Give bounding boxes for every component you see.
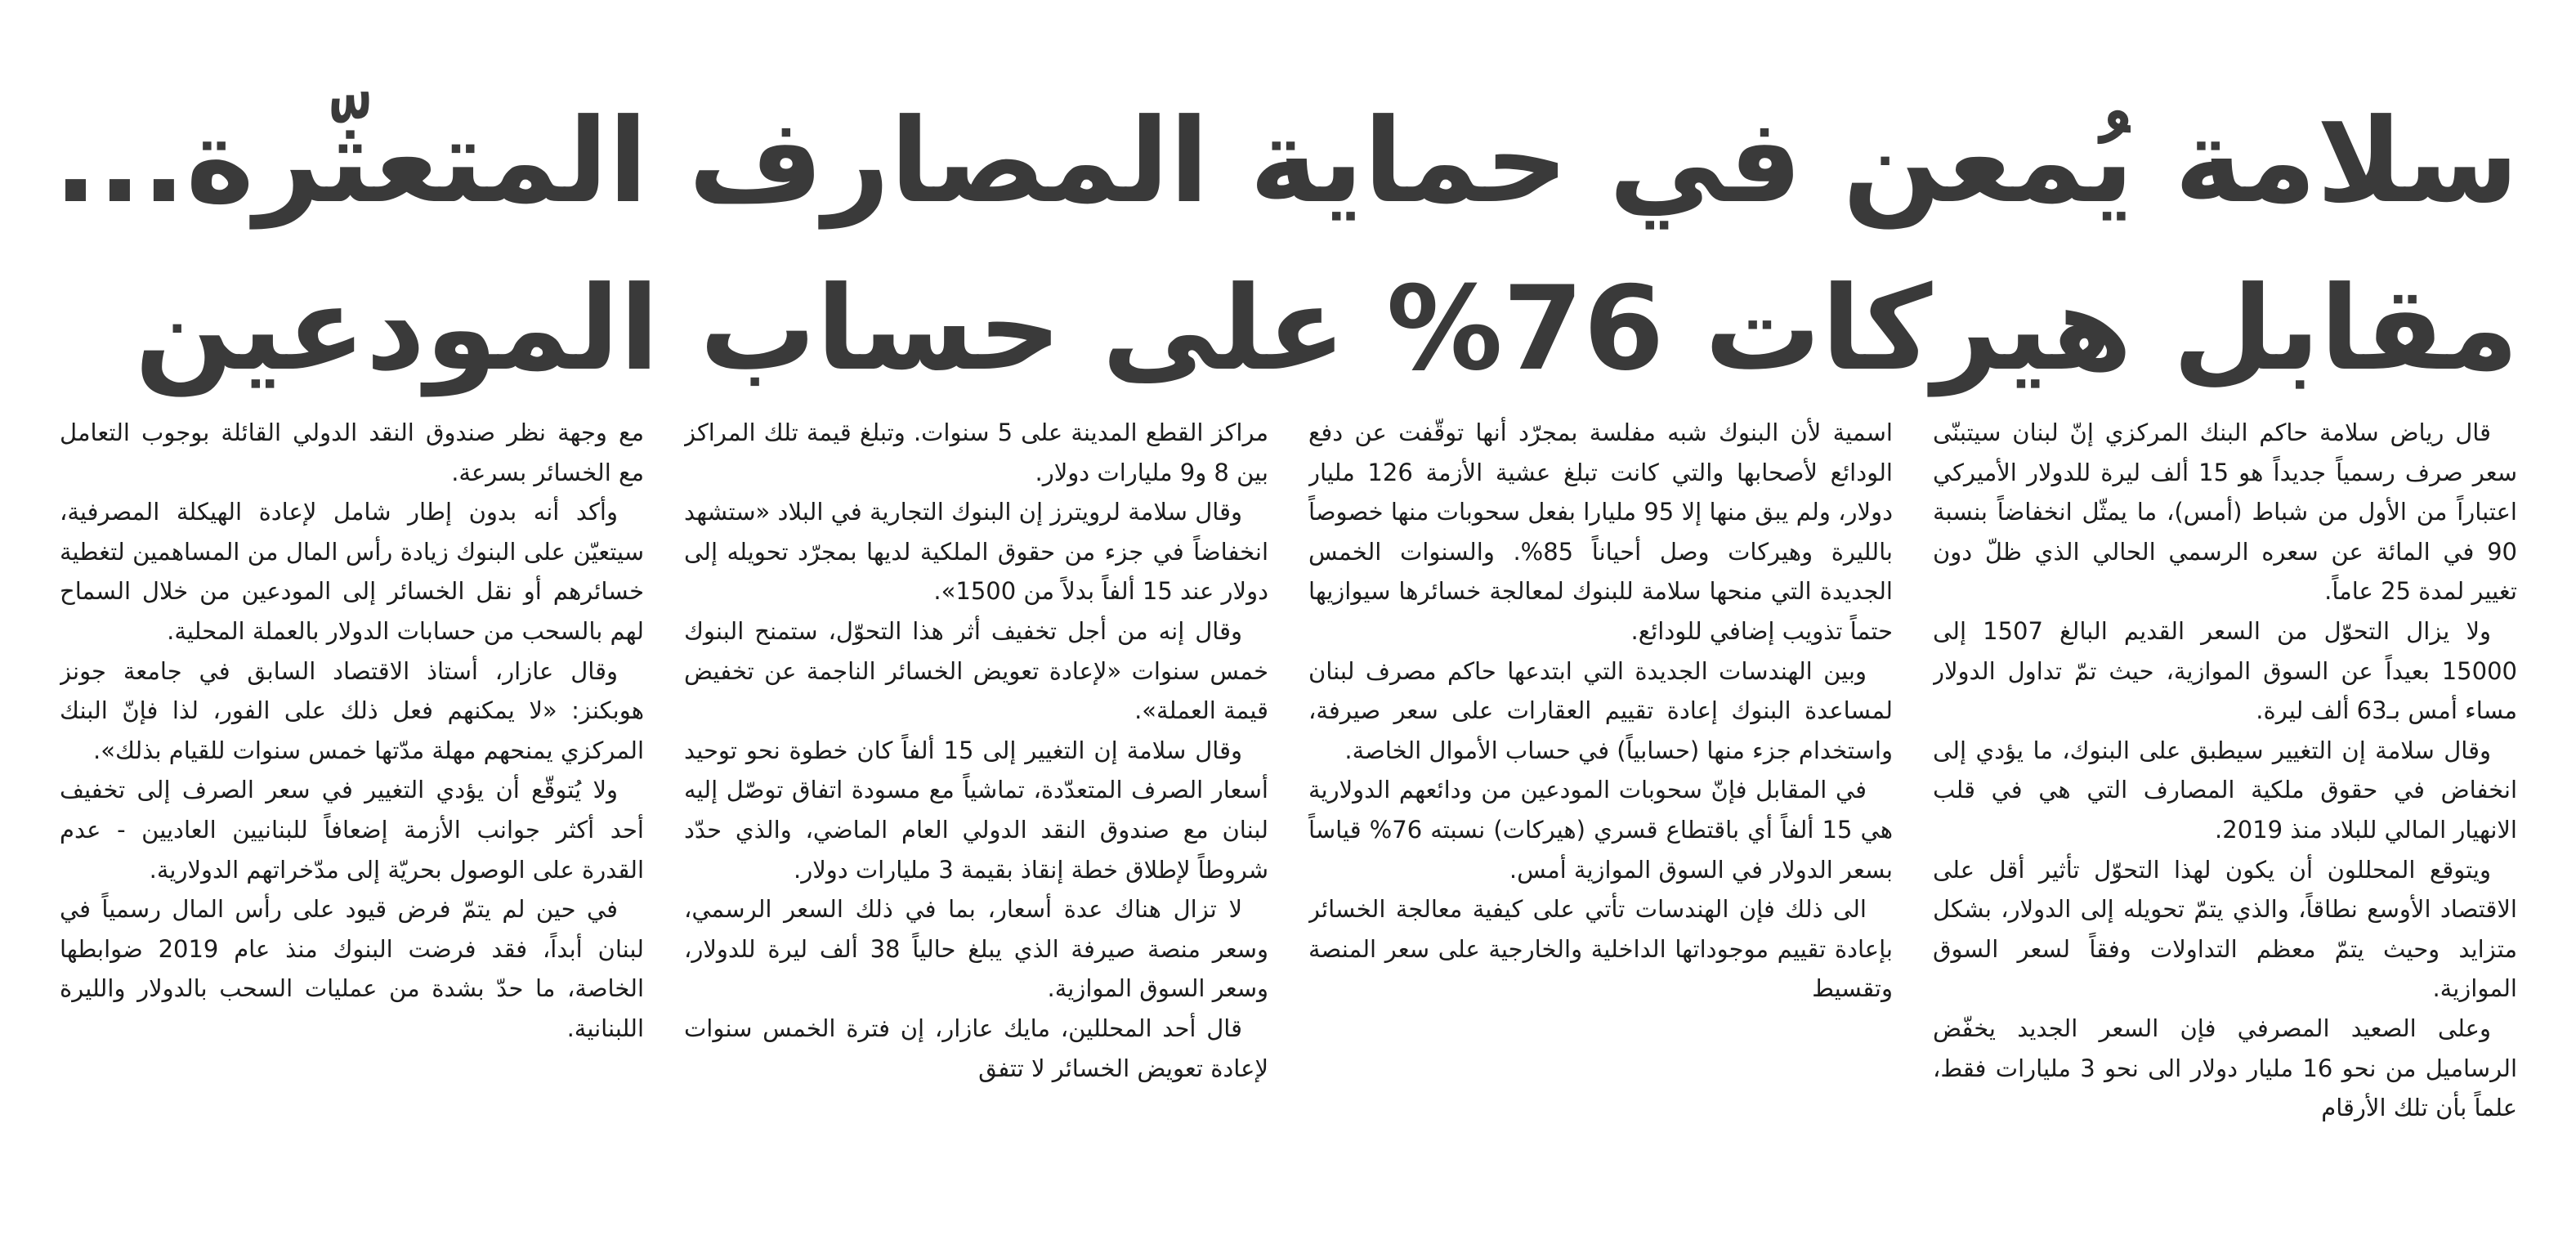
article-paragraph: ولا يُتوقّع أن يؤدي التغيير في سعر الصرف إلى تخفيف أحد أكثر جوانب الأزمة إضعافاً للبنانيين العاديين - عدم القدرة على الوصول بحريّة إلى مدّخراتهم الدولارية. (60, 776, 644, 884)
article-paragraph: وبين الهندسات الجديدة التي ابتدعها حاكم مصرف لبنان لمساعدة البنوك إعادة تقييم العقارات على سعر صيرفة، واستخدام جزء منها (حسابياً) في حساب الأموال الخاصة. (1308, 656, 1893, 764)
article-column-4 (60, 413, 644, 1222)
article-paragraph: وقال سلامة لرويترز إن البنوك التجارية في البلاد «ستشهد انخفاضاً في جزء من حقوق الملكية لديها بمجرّد تحويله إلى دولار عند 15 ألفاً بدلاً من 1500». (684, 498, 1268, 606)
headline-line-2: مقابل هيركات 76% على حساب المودعين (134, 262, 2519, 396)
article-column-2 (1308, 413, 1893, 1222)
article-paragraph: مع وجهة نظر صندوق النقد الدولي القائلة بوجوب التعامل مع الخسائر بسرعة. (60, 419, 644, 486)
article-paragraph: ولا يزال التحوّل من السعر القديم البالغ 1507 إلى 15000 بعيداً عن السوق الموازية، حيث تمّ تداول الدولار مساء أمس بـ63 ألف ليرة. (1933, 616, 2517, 725)
article-paragraph: قال رياض سلامة حاكم البنك المركزي إنّ لبنان سيتبنّى سعر صرف رسمياً جديداً هو 15 ألف ليرة للدولار الأميركي اعتباراً من الأول من شباط (أمس)، ما يمثّل انخفاضاً بنسبة 90 في المائة عن سعره الرسمي الحالي الذي ظلّ دون تغيير لمدة 25 عاماً. (1933, 419, 2517, 606)
article-paragraph: وعلى الصعيد المصرفي فإن السعر الجديد يخفّض الرساميل من نحو 16 مليار دولار الى نحو 3 مليارات فقط، علماً بأن تلك الأرقام (1933, 1014, 2517, 1122)
article-paragraph: وأكد أنه بدون إطار شامل لإعادة الهيكلة المصرفية، سيتعيّن على البنوك زيادة رأس المال من المساهمين لتغطية خسائرهم أو نقل الخسائر إلى المودعين من خلال السماح لهم بالسحب من حسابات الدولار بالعملة المحلية. (60, 498, 644, 645)
headline-line-1: سلامة يُمعن في حماية المصارف المتعثّرة... (53, 94, 2519, 229)
article-column-3 (684, 413, 1268, 1222)
article-paragraph: لا تزال هناك عدة أسعار، بما في ذلك السعر الرسمي، وسعر منصة صيرفة الذي يبلغ حالياً 38 ألف ليرة للدولار، وسعر السوق الموازية. (684, 895, 1268, 1003)
article-paragraph: وقال عازار، أستاذ الاقتصاد السابق في جامعة جونز هوبكنز: «لا يمكنهم فعل ذلك على الفور، لذا فإنّ البنك المركزي يمنحهم مهلة مدّتها خمس سنوات للقيام بذلك». (60, 656, 644, 764)
article-columns (59, 413, 2517, 1222)
article-paragraph: في حين لم يتمّ فرض قيود على رأس المال رسمياً في لبنان أبداً، فقد فرضت البنوك منذ عام 2019 ضوابطها الخاصة، ما حدّ بشدة من عمليات السحب بالدولار والليرة اللبنانية. (60, 895, 644, 1042)
headline (53, 78, 2519, 413)
article-paragraph: وقال سلامة إن التغيير سيطبق على البنوك، ما يؤدي إلى انخفاض في حقوق ملكية المصارف التي هي في قلب الانهيار المالي للبلاد منذ 2019. (1933, 736, 2517, 844)
article-column-1 (1933, 413, 2517, 1222)
article-paragraph: وقال سلامة إن التغيير إلى 15 ألفاً كان خطوة نحو توحيد أسعار الصرف المتعدّدة، تماشياً مع مسودة اتفاق توصّل إليه لبنان مع صندوق النقد الدولي العام الماضي، والذي حدّد شروطاً لإطلاق خطة إنقاذ بقيمة 3 مليارات دولار. (684, 736, 1268, 884)
article-paragraph: وقال إنه من أجل تخفيف أثر هذا التحوّل، ستمنح البنوك خمس سنوات «لإعادة تعويض الخسائر الناجمة عن تخفيض قيمة العملة». (684, 616, 1268, 725)
article-paragraph: ويتوقع المحللون أن يكون لهذا التحوّل تأثير أقل على الاقتصاد الأوسع نطاقاً، والذي يتمّ تحويله إلى الدولار، بشكل متزايد وحيث يتمّ معظم التداولات وفقاً لسعر السوق الموازية. (1933, 855, 2517, 1003)
article-paragraph: اسمية لأن البنوك شبه مفلسة بمجرّد أنها توقّفت عن دفع الودائع لأصحابها والتي كانت تبلغ عشية الأزمة 126 مليار دولار، ولم يبق منها إلا 95 مليارا بفعل سحوبات منها خصوصاً بالليرة وهيركات وصل أحياناً 85%. والسنوات الخمس الجديدة التي منحها سلامة للبنوك لمعالجة خسائرها سيوازيها حتماً تذويب إضافي للودائع. (1308, 419, 1893, 645)
article-paragraph: قال أحد المحللين، مايك عازار، إن فترة الخمس سنوات لإعادة تعويض الخسائر لا تتفق (684, 1014, 1268, 1082)
article-paragraph: في المقابل فإنّ سحوبات المودعين من ودائعهم الدولارية هي 15 ألفاً أي باقتطاع قسري (هيركات) نسبته 76% قياساً بسعر الدولار في السوق الموازية أمس. (1308, 776, 1893, 884)
article-paragraph: مراكز القطع المدينة على 5 سنوات. وتبلغ قيمة تلك المراكز بين 8 و9 مليارات دولار. (684, 419, 1268, 486)
article-paragraph: الى ذلك فإن الهندسات تأتي على كيفية معالجة الخسائر بإعادة تقييم موجوداتها الداخلية والخارجية على سعر المنصة وتقسيط (1308, 895, 1893, 1003)
